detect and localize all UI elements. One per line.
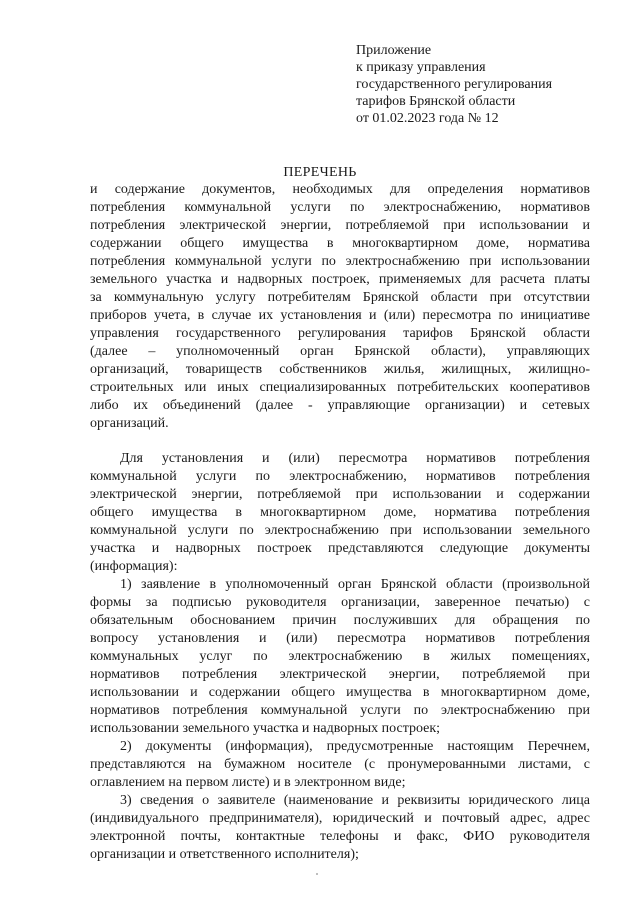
scan-speck xyxy=(316,873,318,875)
intro-line: строительных или иных специализированных потребительских кооперативов xyxy=(90,380,590,395)
item1-line: обязательным обоснованием причин послуживших для обращения по xyxy=(90,613,590,628)
intro-line: потребления коммунальной услуги по электроснабжению при использовании xyxy=(90,254,590,269)
intro-line: и содержание документов, необходимых для определения нормативов xyxy=(90,182,590,197)
item3-line: организации и ответственного исполнителя); xyxy=(90,847,359,862)
intro-line: организаций, товариществ собственников жилья, жилищных, жилищно- xyxy=(90,362,590,377)
intro-line: приборов учета, в случае их установления и (или) пересмотра по инициативе xyxy=(90,308,590,323)
intro-line: потребления электрической энергии, потребляемой при использовании и xyxy=(90,218,590,233)
intro-line: либо их объединений (далее - управляющие организации) и сетевых xyxy=(90,398,590,413)
item1-line: нормативов потребления коммунальной услуги по электроснабжению при xyxy=(90,703,590,718)
para1-line: электрической энергии, потребляемой при использовании и содержании xyxy=(90,487,590,502)
item2-line: 2) документы (информация), предусмотренные настоящим Перечнем, xyxy=(120,739,590,754)
item3-line: электронной почты, контактные телефоны и факс, ФИО руководителя xyxy=(90,829,590,844)
intro-line: содержании общего имущества в многоквартирном доме, норматива xyxy=(90,236,590,251)
item1-line: использовании земельного участка и надворных построек; xyxy=(90,721,441,736)
intro-line: (далее – уполномоченный орган Брянской области), управляющих xyxy=(90,344,590,359)
appendix-line: государственного регулирования xyxy=(356,77,553,92)
item1-line: вопросу установления и (или) пересмотра нормативов потребления xyxy=(90,631,590,646)
appendix-line: от 01.02.2023 года № 12 xyxy=(356,111,499,126)
appendix-line: тарифов Брянской области xyxy=(356,94,516,109)
para1-line: участка и надворных построек представляются следующие документы xyxy=(90,541,590,556)
item1-line: коммунальных услуг по электроснабжению в жилых помещениях, xyxy=(90,649,590,664)
para1-line: коммунальной услуги по электроснабжению при использовании земельного xyxy=(90,523,590,538)
item3-line: 3) сведения о заявителе (наименование и реквизиты юридического лица xyxy=(120,793,590,808)
appendix-header xyxy=(356,42,552,127)
item1-line: формы за подписью руководителя организации, заверенное печатью) с xyxy=(90,595,590,610)
para1-line: Для установления и (или) пересмотра нормативов потребления xyxy=(120,451,590,466)
appendix-line: к приказу управления xyxy=(356,60,486,75)
item1-line: нормативов потребления электрической энергии, потребляемой при xyxy=(90,667,590,682)
document-title: ПЕРЕЧЕНЬ xyxy=(283,165,357,180)
para1-line: коммунальной услуги по электроснабжению, нормативов потребления xyxy=(90,469,590,484)
item2-line: оглавлением на первом листе) и в электронном виде; xyxy=(90,775,406,790)
item1-line: 1) заявление в уполномоченный орган Брянской области (произвольной xyxy=(120,577,590,592)
intro-line: за коммунальную услугу потребителям Брянской области при отсутствии xyxy=(90,290,590,305)
intro-line: земельного участка и надворных построек, применяемых для расчета платы xyxy=(90,272,590,287)
document-body xyxy=(90,181,590,864)
para1-line: общего имущества в многоквартирном доме, норматива потребления xyxy=(90,505,590,520)
appendix-line: Приложение xyxy=(356,43,432,58)
intro-line: потребления коммунальной услуги по электроснабжению, нормативов xyxy=(90,200,590,215)
paragraph-gap xyxy=(90,433,590,450)
intro-line: организаций. xyxy=(90,416,169,431)
item2-line: представляются на бумажном носителе (с пронумерованными листами, с xyxy=(90,757,590,772)
item3-line: (индивидуального предпринимателя), юридический и почтовый адрес, адрес xyxy=(90,811,590,826)
item1-line: использовании и содержании общего имущества в многоквартирном доме, xyxy=(90,685,590,700)
intro-line: управления государственного регулирования тарифов Брянской области xyxy=(90,326,590,341)
para1-line: (информация): xyxy=(90,559,178,574)
